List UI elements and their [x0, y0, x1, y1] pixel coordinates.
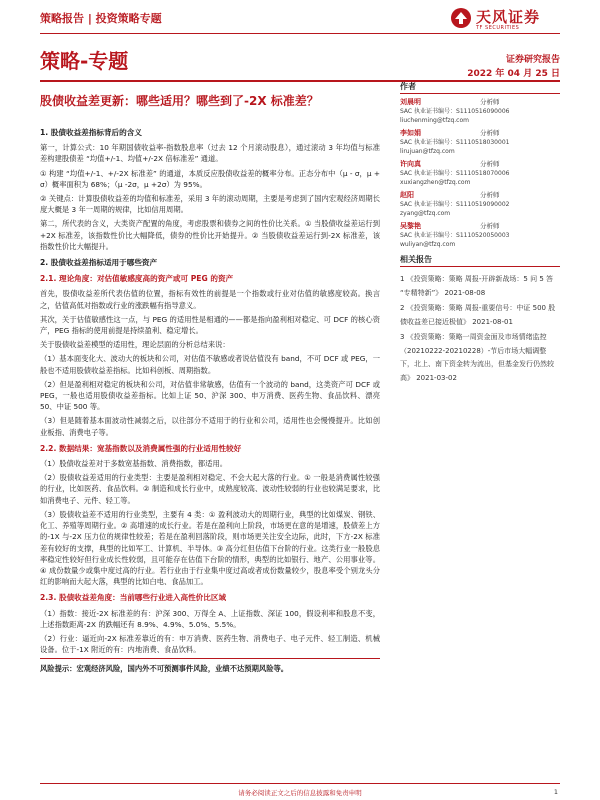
report-type: 证券研究报告 — [505, 55, 560, 65]
paragraph: （1）股债收益差对于多数宽基指数、消费指数，都适用。 — [40, 459, 228, 469]
analyst-cert: SAC 执业证书编号：S1110518030001 — [400, 139, 510, 146]
related-report-link[interactable]: 1 《投资策略：策略 周报-开辟新战场：5 问 5 答 “专精特新”》 2021-08-08 — [400, 275, 554, 297]
paragraph: ① 构建 “均值+/-1、+/-2X 标准差” 的通道，本质反应股债收益差的概率分布。正态分布中（μ - σ，μ + σ）概率面积为 68%；（μ -2σ，μ +2σ）为 95%。 — [40, 168, 380, 189]
analyst-name: 吴黎艳 — [400, 222, 421, 230]
analyst-entry — [400, 222, 560, 249]
paragraph: 第二，所代表的含义，大类资产配置的角度，考虑股票和债券之间的性价比关系。① 当股债收益差运行到+2X 标准差，该指数性价比大幅降低，债券的性价比开始提升。② 当股债收益差运行到-2X 标准差，该指数性价比大幅提升。 — [40, 219, 380, 251]
paragraph: （2）但是盈利相对稳定的板块和公司，对估值非常敏感，估值有一个波动的 band，这类资产可 DCF 或 PEG，一般也适用股债收益差指标。比如上证 50、沪深 300、申万消费、医药生物、食品饮料、漂亮 50、中证 500 等。 — [40, 379, 380, 412]
report-date: 2022 年 04 月 25 日 — [467, 69, 560, 79]
analyst-role: 分析师 — [480, 129, 500, 137]
analyst-email[interactable]: lirujuan@tfzq.com — [400, 148, 455, 155]
analyst-role: 分析师 — [480, 191, 500, 199]
related-report-link[interactable]: 2 《投资策略：策略 周报-重要信号：中证 500 股债收益差已接近极值》 2021-08-01 — [400, 304, 556, 326]
section-heading: 1. 股债收益差指标背后的含义 — [40, 128, 142, 137]
paragraph: 首先，股债收益差所代表估值的位置，指标有效性的前提是一个指数或行业对估值的敏感度较高。换言之，估值高低对指数或行业的涨跌幅有指导意义。 — [40, 289, 380, 310]
header-divider — [40, 33, 560, 34]
analyst-name: 赵阳 — [400, 191, 414, 199]
analyst-email[interactable]: liuchenming@tfzq.com — [400, 117, 469, 124]
analyst-name: 许向真 — [400, 160, 421, 168]
paragraph: 第一，计算公式：10 年期国债收益率-指数股息率（过去 12 个月滚动股息），通过滚动 3 年均值与标准差构建股债差 “均值+/-1、均值+/-2X 倍标准差” 通道。 — [40, 143, 380, 164]
page-title: 策略-专题 — [40, 49, 129, 73]
analyst-cert: SAC 执业证书编号：S1110518070006 — [400, 170, 510, 177]
main-content — [40, 122, 380, 678]
analyst-email[interactable]: zyang@tfzq.com — [400, 210, 451, 217]
analyst-email[interactable]: wuliyan@tfzq.com — [400, 241, 456, 248]
subsection-heading: 2.2. 数据结果：宽基指数以及消费属性强的行业适用性较好 — [40, 443, 242, 453]
report-subtitle: 股债收益差更新：哪些适用？哪些到了-2X 标准差？ — [40, 94, 319, 108]
analyst-entry — [400, 160, 560, 187]
paragraph: （2）行业：逼近向-2X 标准差靠近的有：申万消费、医药生物、消费电子、电子元件、轻工制造、机械设备。位于-1X 附近的有：内地消费、食品饮料。 — [40, 633, 380, 655]
related-reports-list — [400, 273, 560, 385]
paragraph: （1）基本面变化大、波动大的板块和公司，对估值不敏感或者说估值没有 band，不可 DCF 或 PEG，一般也不适用股债收益差指标。比如科创板、周期指数。 — [40, 354, 380, 375]
footer-disclaimer: 请务必阅读正文之后的信息披露和免责申明 — [238, 789, 362, 797]
paragraph: （2）股债收益差适用的行业类型：主要是盈利相对稳定、不会大起大落的行业。① 一般是消费属性较强的行业，比如医药、食品饮料。② 制造和成长行业中，成熟度较高、波动性较弱的行业也较满足要求，比如消费电子、元件、轻工等。 — [40, 473, 380, 505]
analyst-cert: SAC 执业证书编号：S1110516090006 — [400, 108, 510, 115]
analyst-role: 分析师 — [480, 222, 500, 230]
paragraph: （3）但是随着基本面波动性减弱之后，以往部分不适用于的行业和公司，适用性也会慢慢提升。比如创业板指、消费电子等。 — [40, 416, 380, 437]
page-number: 1 — [553, 788, 558, 796]
analyst-name: 李如娟 — [400, 129, 421, 137]
analyst-entry — [400, 98, 560, 125]
analyst-role: 分析师 — [480, 160, 500, 168]
analyst-name: 刘晨明 — [400, 98, 421, 106]
report-category-tag: 策略报告 | 投资策略专题 — [40, 12, 162, 25]
analyst-cert: SAC 执业证书编号：S1110520050003 — [400, 232, 510, 239]
analyst-role: 分析师 — [480, 98, 500, 106]
sidebar — [400, 82, 560, 387]
company-logo — [450, 5, 560, 35]
analyst-email[interactable]: xuxiangzhen@tfzq.com — [400, 179, 471, 186]
footer-divider — [40, 783, 560, 784]
paragraph: 其次，关于估值敏感性这一点，与 PEG 的适用性是相通的——都是指向盈利相对稳定、可 DCF 的核心资产，PEG 指标的使用前提是持续盈利、稳定增长。 — [40, 314, 380, 336]
content-divider — [40, 658, 380, 659]
section-heading: 2. 股债收益差指标适用于哪些资产 — [40, 258, 158, 268]
paragraph: 关于股债收益差模型的适用性，理论层面的分析总结来说： — [40, 340, 230, 350]
paragraph: （1）指数：接近-2X 标准差的有：沪深 300、万得全 A、上证指数、深证 100，假设利率和股息不变，上述指数距离-2X 的跌幅还有 8.9%、4.9%、5.0%、5.5%。 — [40, 608, 380, 629]
logo-subtext: TF SECURITIES — [476, 25, 520, 31]
logo-mark-icon — [450, 7, 472, 29]
analyst-cert: SAC 执业证书编号：S1110519090002 — [400, 201, 510, 208]
paragraph: （3）股债收益差不适用的行业类型，主要有 4 类：① 盈利波动大的周期行业，典型的比如煤炭、钢铁、化工、养殖等周期行业。② 高增速的成长行业。若是在盈利向上阶段，市场更在意的是增速，股债差上方的-1X 与-2X 压力位的规律性较差；若是在盈利回落阶段，则市场更关注安全边际，此时，下方-2X 标准差有较好的支撑，典型的比如军工、计算机、半导体。③ 高分红但估值下台阶的行业。这类行业一般股息率稳定性较好但行业成长性较弱，且可能存在估值下台阶的情形，典型的比如银行、地产、公用事业等。④ 成份数量少或集中度过高的行业。若行业由于行业集中度过高或者成份数量较少，股息率受个别龙头分红的影响而大起大落，典型的比如白电、食品加工。 — [40, 509, 380, 587]
logo-text: 天风证券 — [476, 8, 541, 26]
analyst-entry — [400, 129, 560, 156]
subsection-heading: 2.3. 股债收益差角度：当前哪些行业进入高性价比区域 — [40, 593, 227, 603]
paragraph: ② 关键点：计算股债收益差的均值和标准差，采用 3 年的滚动周期，主要是考虑到了国内宏观经济周期长度大概是 3 年一周期的规律，比如信用周期。 — [40, 194, 380, 215]
analyst-entry — [400, 191, 560, 218]
analyst-list — [400, 98, 560, 249]
risk-warning: 风险提示：宏观经济风险，国内外不可预测事件风险，业绩不达预期风险等。 — [40, 664, 289, 674]
subsection-heading: 2.1. 理论角度：对估值敏感度高的资产或可 PEG 的资产 — [40, 274, 234, 284]
related-reports-heading: 相关报告 — [400, 255, 560, 267]
authors-heading: 作者 — [400, 82, 560, 94]
related-report-link[interactable]: 3 《投资策略：策略一周资金面及市场情绪监控（20210222-20210228）-节后市场大幅调整下，北上、南下资金转为流出，但基金发行仍然较高》 2021-03-02 — [400, 333, 554, 382]
